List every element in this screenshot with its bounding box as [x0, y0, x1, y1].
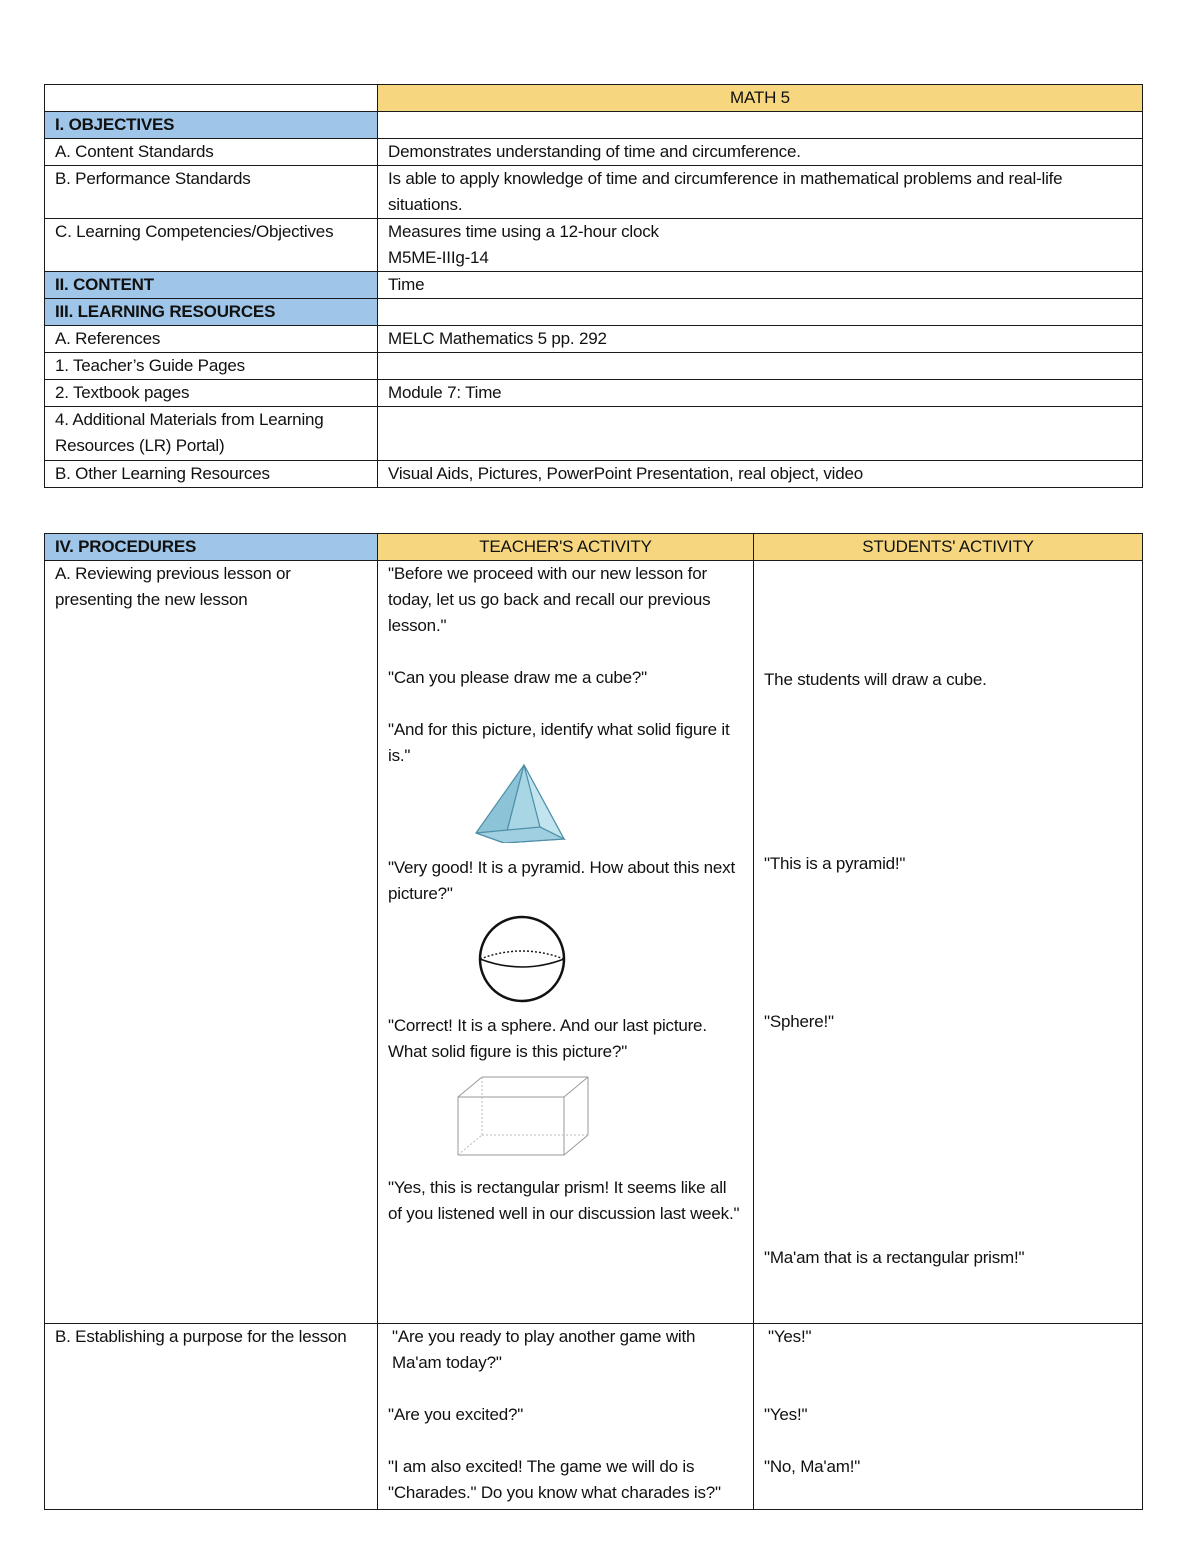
- row-label: B. Performance Standards: [45, 166, 378, 219]
- row-label: A. References: [45, 326, 378, 353]
- row-label: 2. Textbook pages: [45, 380, 378, 407]
- student-line: The students will draw a cube.: [764, 670, 987, 689]
- row-value: Demonstrates understanding of time and circumference.: [378, 139, 1143, 166]
- student-line: "Sphere!": [764, 1012, 834, 1031]
- blank-cell: [378, 112, 1143, 139]
- row-label: C. Learning Competencies/Objectives: [45, 219, 378, 272]
- teacher-line: "Before we proceed with our new lesson for today, let us go back and recall our previous lesson.": [388, 564, 711, 635]
- teacher-line: "I am also excited! The game we will do is "Charades." Do you know what charades is?": [388, 1457, 721, 1502]
- procedure-a-teacher: [378, 561, 754, 1324]
- row-label: 4. Additional Materials from Learning Resources (LR) Portal): [45, 407, 378, 461]
- student-activity-header: STUDENTS' ACTIVITY: [754, 534, 1143, 561]
- teacher-line: "Very good! It is a pyramid. How about this next picture?": [388, 858, 736, 903]
- row-value: [378, 219, 1143, 272]
- row-label: A. Content Standards: [45, 139, 378, 166]
- row-value: [378, 407, 1143, 461]
- teacher-line: "And for this picture, identify what solid figure it is.": [388, 720, 730, 765]
- sphere-image: [472, 911, 572, 1007]
- student-line: "Yes!": [764, 1405, 808, 1424]
- teacher-line: "Can you please draw me a cube?": [388, 668, 647, 687]
- row-label: B. Other Learning Resources: [45, 461, 378, 488]
- pyramid-image: [468, 763, 588, 843]
- teacher-line: "Yes, this is rectangular prism! It seems like all of you listened well in our discussion last week.": [388, 1178, 740, 1223]
- competency-code: M5ME-IIIg-14: [388, 248, 489, 267]
- blank-cell: [378, 299, 1143, 326]
- blank-cell: [45, 85, 378, 112]
- competency-text: Measures time using a 12-hour clock: [388, 222, 659, 241]
- row-value: [378, 353, 1143, 380]
- resources-heading: III. LEARNING RESOURCES: [45, 299, 378, 326]
- procedure-b-label: B. Establishing a purpose for the lesson: [45, 1324, 378, 1510]
- student-line: "This is a pyramid!": [764, 854, 906, 873]
- content-heading: II. CONTENT: [45, 272, 378, 299]
- teacher-line: "Correct! It is a sphere. And our last picture. What solid figure is this picture?": [388, 1016, 707, 1061]
- teacher-line: "Are you ready to play another game with Ma'am today?": [392, 1327, 696, 1372]
- student-line: "No, Ma'am!": [764, 1457, 861, 1476]
- row-value: Visual Aids, Pictures, PowerPoint Presentation, real object, video: [378, 461, 1143, 488]
- row-value: MELC Mathematics 5 pp. 292: [378, 326, 1143, 353]
- row-value: Module 7: Time: [378, 380, 1143, 407]
- teacher-activity-header: TEACHER'S ACTIVITY: [378, 534, 754, 561]
- procedure-b-teacher: [378, 1324, 754, 1510]
- procedure-a-student: [754, 561, 1143, 1324]
- teacher-line: "Are you excited?": [388, 1405, 524, 1424]
- procedures-table: [44, 533, 1143, 1510]
- procedure-b-student: [754, 1324, 1143, 1510]
- row-value: Is able to apply knowledge of time and circumference in mathematical problems and real-life situations.: [378, 166, 1143, 219]
- objectives-table: [44, 84, 1143, 488]
- procedure-a-label: A. Reviewing previous lesson or presenting the new lesson: [45, 561, 378, 1324]
- student-line: "Yes!": [768, 1327, 812, 1346]
- rectangular-prism-image: [454, 1075, 604, 1159]
- row-label: 1. Teacher’s Guide Pages: [45, 353, 378, 380]
- content-value: Time: [378, 272, 1143, 299]
- objectives-heading: I. OBJECTIVES: [45, 112, 378, 139]
- student-line: "Ma'am that is a rectangular prism!": [764, 1248, 1025, 1267]
- procedures-heading: IV. PROCEDURES: [45, 534, 378, 561]
- subject-title: MATH 5: [378, 85, 1143, 112]
